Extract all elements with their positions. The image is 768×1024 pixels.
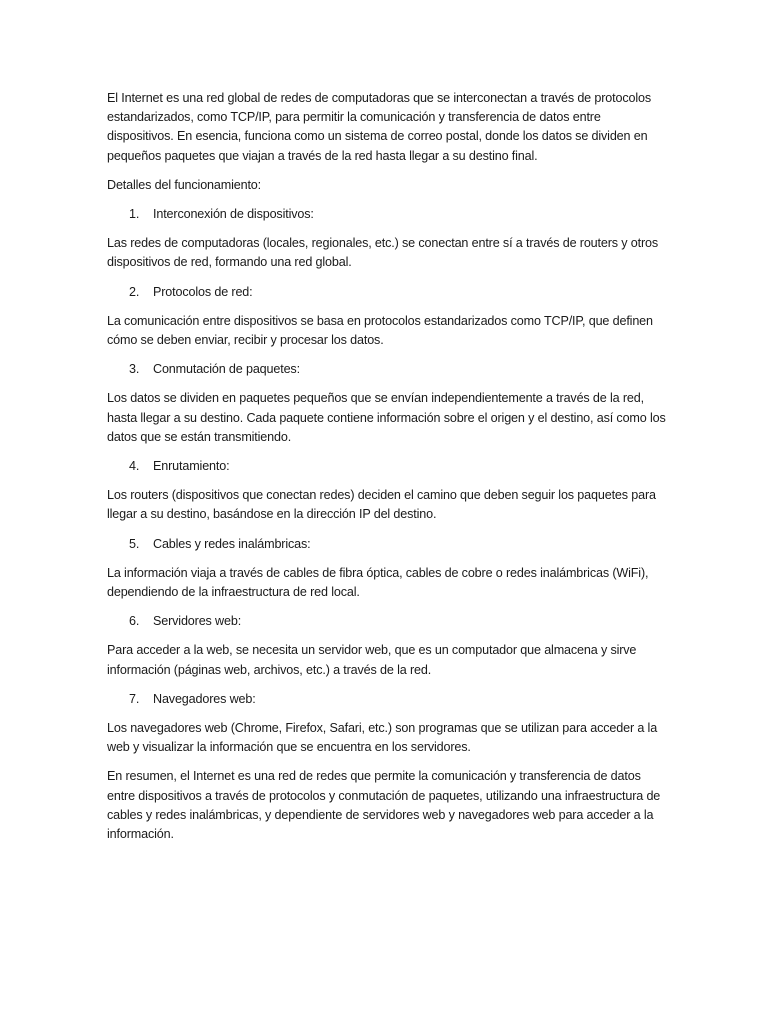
intro-paragraph: El Internet es una red global de redes de computadoras que se interconectan a través de protocolos estandarizados, como TCP/IP, para permitir la comunicación y transferencia de datos entre dispositivos. En esencia, funciona como un sistema de correo postal, donde los datos se dividen en pequeños paquetes que viajan a través de la red hasta llegar a su destino final. <box>107 91 651 163</box>
section-body: La comunicación entre dispositivos se basa en protocolos estandarizados como TCP/IP, que definen cómo se deben enviar, recibir y procesar los datos. <box>107 313 653 348</box>
list-item <box>107 360 667 379</box>
list-item <box>107 612 667 631</box>
list-item <box>107 690 667 709</box>
list-item <box>107 205 667 224</box>
list-item-number: 4. <box>129 459 140 474</box>
list-item <box>107 283 667 302</box>
section-body: Los routers (dispositivos que conectan redes) deciden el camino que deben seguir los paquetes para llegar a su destino, basándose en la dirección IP del destino. <box>107 488 656 522</box>
list-item-title: Servidores web: <box>153 614 242 629</box>
list-item-number: 6. <box>129 614 140 629</box>
section-body: Las redes de computadoras (locales, regionales, etc.) se conectan entre sí a través de routers y otros dispositivos de red, formando una red global. <box>107 236 659 270</box>
section-body: Para acceder a la web, se necesita un servidor web, que es un computador que almacena y sirve información (páginas web, archivos, etc.) a través de la red. <box>107 643 637 677</box>
list-item-number: 1. <box>129 207 140 222</box>
list-item-title: Cables y redes inalámbricas: <box>153 536 311 551</box>
list-item-number: 3. <box>129 362 140 377</box>
list-item <box>107 535 667 554</box>
summary-paragraph: En resumen, el Internet es una red de redes que permite la comunicación y transferencia de datos entre dispositivos a través de protocolos y conmutación de paquetes, utilizando una infraestructura de cables y redes inalámbricas, y dependiente de servidores web y navegadores web para acceder a la información. <box>107 769 661 842</box>
section-body: Los navegadores web (Chrome, Firefox, Safari, etc.) son programas que se utilizan para acceder a la web y visualizar la información que se encuentra en los servidores. <box>107 721 658 755</box>
list-item-title: Protocolos de red: <box>153 284 253 299</box>
list-item-title: Conmutación de paquetes: <box>153 362 300 377</box>
list-item <box>107 457 667 476</box>
list-item-number: 2. <box>129 284 140 299</box>
document-content <box>107 89 667 854</box>
list-item-number: 5. <box>129 536 140 551</box>
list-item-title: Interconexión de dispositivos: <box>153 207 314 222</box>
list-item-title: Navegadores web: <box>153 691 256 706</box>
section-body: La información viaja a través de cables de fibra óptica, cables de cobre o redes inalámbricas (WiFi), dependiendo de la infraestructura de red local. <box>107 565 649 600</box>
list-item-number: 7. <box>129 691 140 706</box>
list-item-title: Enrutamiento: <box>153 459 230 474</box>
section-body: Los datos se dividen en paquetes pequeños que se envían independientemente a través de la red, hasta llegar a su destino. Cada paquete contiene información sobre el origen y el destino, así como los datos que se están transmitiendo. <box>107 391 666 444</box>
details-heading: Detalles del funcionamiento: <box>107 177 262 192</box>
